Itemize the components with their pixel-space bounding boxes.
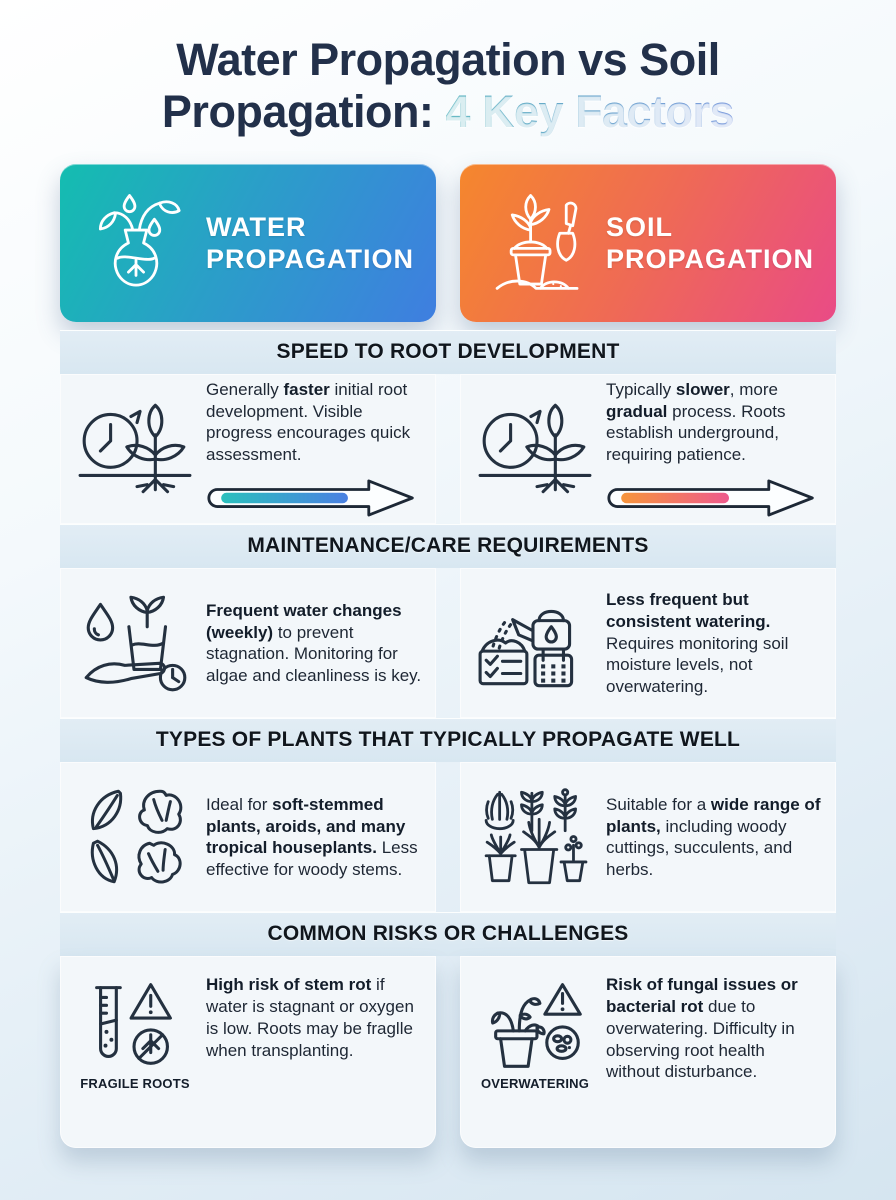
section-heading-speed: SPEED TO ROOT DEVELOPMENT: [60, 330, 836, 374]
soil-propagation-label: SOIL PROPAGATION: [606, 211, 815, 275]
speed-soil-text: Typically slower, more gradual process. Roots establish underground, requiring patience.: [606, 379, 786, 465]
title-line1: Water Propagation vs Soil: [176, 34, 720, 85]
wilted-plant-warning-icon: [468, 974, 602, 1092]
pot-trowel-icon: [482, 187, 590, 299]
test-tube-warning-icon: [68, 974, 202, 1092]
maintenance-soil-text: Less frequent but consistent watering. Requires monitoring soil moisture levels, not overwatering.: [606, 590, 789, 696]
fragile-roots-caption: FRAGILE ROOTS: [80, 1076, 190, 1092]
clock-plant-icon: [68, 397, 202, 501]
maintenance-soil-cell: [460, 568, 836, 718]
section-heading-risks: COMMON RISKS OR CHALLENGES: [60, 912, 836, 956]
risks-soil-cell: [460, 956, 836, 1148]
risks-water-cell: [60, 956, 436, 1148]
watering-can-icon: [468, 591, 602, 695]
infographic: [60, 0, 836, 1148]
plants-soil-text: Suitable for a wide range of plants, including woody cuttings, succulents, and herbs.: [606, 794, 821, 880]
plants-soil-cell: [460, 762, 836, 912]
leaves-icon: [68, 785, 202, 889]
water-propagation-header: [60, 164, 436, 322]
section-heading-maintenance: MAINTENANCE/CARE REQUIREMENTS: [60, 524, 836, 568]
title-accent: 4 Key Factors: [445, 86, 735, 138]
soil-propagation-header: [460, 164, 836, 322]
section-heading-plant-types: TYPES OF PLANTS THAT TYPICALLY PROPAGATE WELL: [60, 718, 836, 762]
risks-water-text: High risk of stem rot if water is stagnant or oxygen is low. Roots may be fraglle when transplanting.: [206, 975, 414, 1060]
column-headers: [60, 164, 836, 322]
speed-water-text: Generally faster initial root development. Visible progress encourages quick assessment.: [206, 379, 411, 465]
clock-plant-icon: [468, 397, 602, 501]
water-propagation-label: WATER PROPAGATION: [206, 211, 415, 275]
page-title: [60, 0, 836, 138]
overwatering-caption: OVERWATERING: [480, 1076, 590, 1092]
title-line2-dark: Propagation:: [161, 86, 446, 138]
maintenance-water-text: Frequent water changes (weekly) to prevent stagnation. Monitoring for algae and cleanliness is key.: [206, 600, 422, 686]
risks-soil-text: Risk of fungal issues or bacterial rot due to overwatering. Difficulty in observing root health without disturbance.: [606, 975, 798, 1082]
comparison-table: [60, 330, 836, 1148]
hand-glass-icon: [68, 591, 202, 695]
vase-cutting-icon: [82, 187, 190, 299]
speed-water-cell: [60, 374, 436, 524]
plants-water-cell: [60, 762, 436, 912]
speed-water-progress-arrow: [206, 476, 418, 520]
plants-water-text: Ideal for soft-stemmed plants, aroids, and many tropical houseplants. Less effective for woody stems.: [206, 794, 418, 880]
speed-soil-cell: [460, 374, 836, 524]
speed-soil-progress-arrow: [606, 476, 818, 520]
potted-plants-icon: [468, 785, 602, 889]
maintenance-water-cell: [60, 568, 436, 718]
